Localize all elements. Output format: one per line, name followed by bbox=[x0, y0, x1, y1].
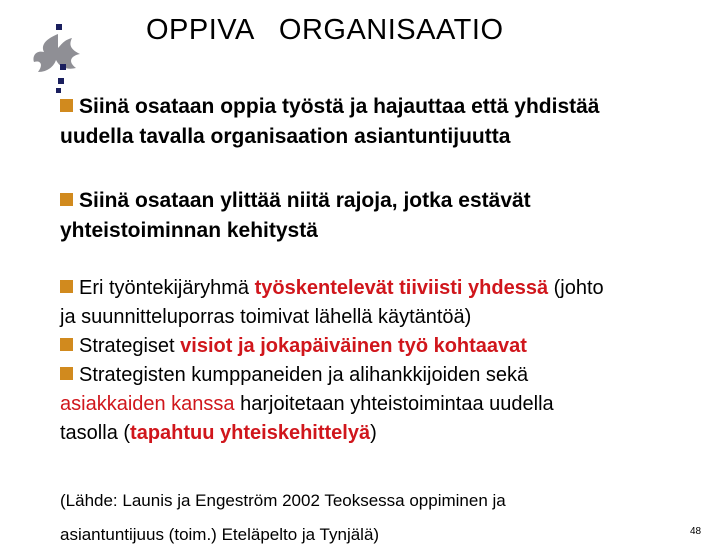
paragraph-3 bbox=[60, 274, 710, 448]
paragraph-1-line-2: uudella tavalla organisaation asiantuntijuutta bbox=[60, 125, 511, 148]
bullet-1-line-2: ja suunnitteluporras toimivat lähellä käytäntöä) bbox=[60, 306, 472, 328]
square-bullet-icon bbox=[60, 99, 73, 112]
bullet-3-line-1: Strategisten kumppaneiden ja alihankkijoiden sekä bbox=[79, 364, 529, 386]
bullet-2-text-start: Strategiset bbox=[79, 335, 181, 357]
square-bullet-icon bbox=[60, 280, 73, 293]
source-citation bbox=[60, 484, 660, 552]
bullet-3-line-3-start: tasolla ( bbox=[60, 422, 131, 444]
source-line-2: asiantuntijuus (toim.) Eteläpelto ja Tynjälä) bbox=[60, 525, 380, 544]
page-number: 48 bbox=[690, 526, 702, 537]
bullet-3-line-2-end: harjoitetaan yhteistoimintaa uudella bbox=[234, 393, 554, 415]
paragraph-2-line-2: yhteistoiminnan kehitystä bbox=[60, 219, 318, 242]
bullet-1-text-end: (johto bbox=[548, 277, 604, 299]
square-bullet-icon bbox=[60, 193, 73, 206]
slide-title: OPPIVA ORGANISAATIO bbox=[146, 14, 504, 46]
bullet-1-highlight: työskentelevät tiiviisti yhdessä bbox=[254, 277, 549, 299]
bullet-3-highlight-1: asiakkaiden kanssa bbox=[60, 393, 235, 415]
bullet-3-highlight-2: tapahtuu yhteiskehittelyä bbox=[130, 422, 371, 444]
bullet-3-line-3-end: ) bbox=[370, 422, 377, 444]
paragraph-1-line-1: Siinä osataan oppia työstä ja hajauttaa että yhdistää bbox=[79, 95, 600, 118]
university-flame-logo bbox=[18, 20, 92, 96]
paragraph-2-line-1: Siinä osataan ylittää niitä rajoja, jotka estävät bbox=[79, 189, 531, 212]
source-line-1: (Lähde: Launis ja Engeström 2002 Teoksessa oppiminen ja bbox=[60, 491, 506, 510]
paragraph-1 bbox=[60, 92, 710, 152]
square-bullet-icon bbox=[60, 338, 73, 351]
bullet-2-highlight: visiot ja jokapäiväinen työ kohtaavat bbox=[180, 335, 527, 357]
bullet-1-text-start: Eri työntekijäryhmä bbox=[79, 277, 255, 299]
square-bullet-icon bbox=[60, 367, 73, 380]
paragraph-2 bbox=[60, 186, 710, 246]
